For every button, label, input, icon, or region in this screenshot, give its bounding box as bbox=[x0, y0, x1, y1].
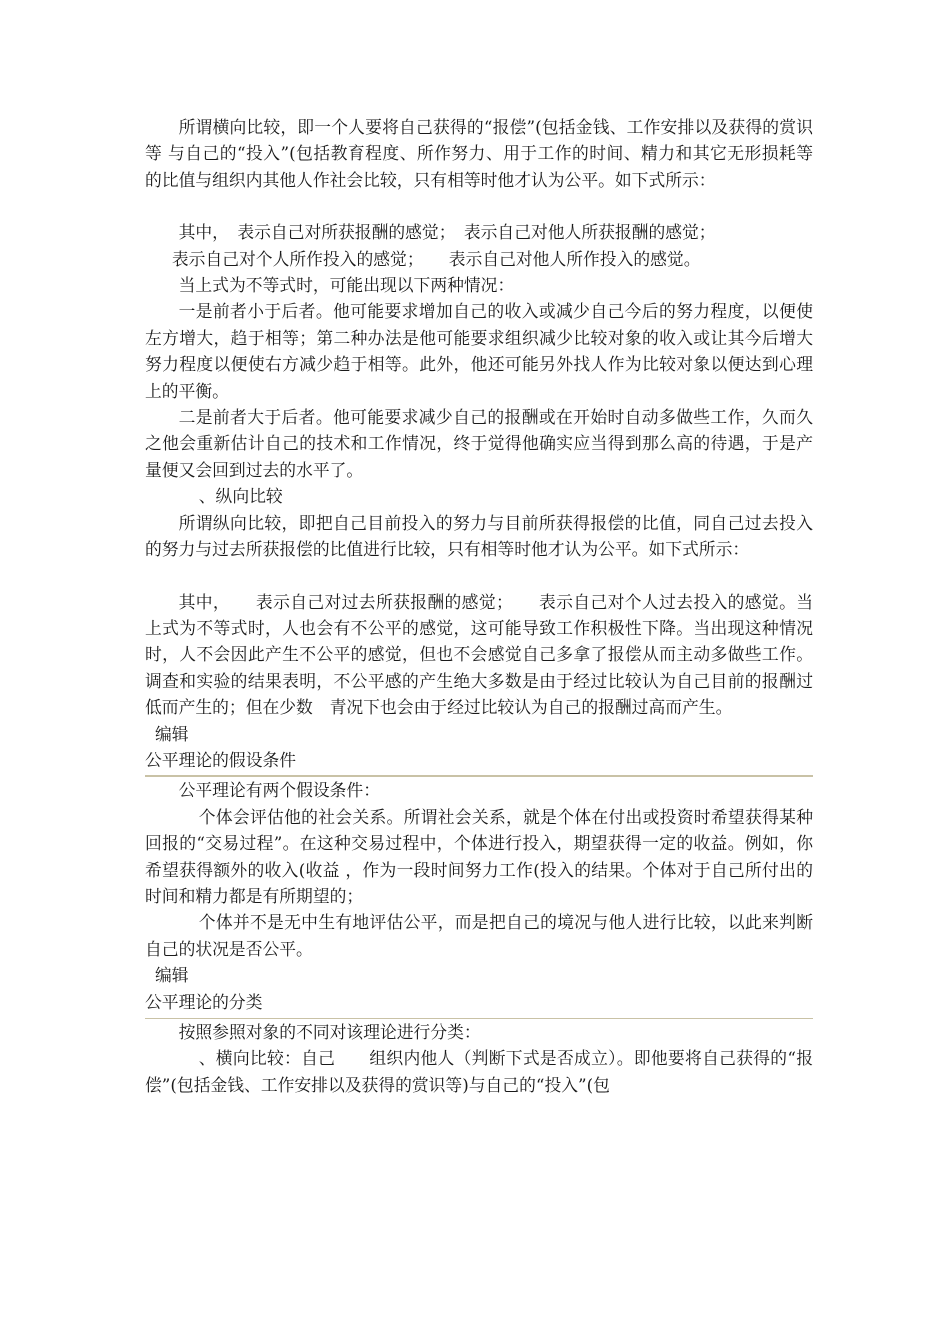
case-2-paragraph: 二是前者大于后者。他可能要求减少自己的报酬或在开始时自动多做些工作，久而久之他会重新估计自己的技术和工作情况，终于觉得他确实应当得到那么高的待遇，于是产量便又会回到过去的水平了。 bbox=[145, 407, 813, 480]
assumptions-heading: 公平理论的假设条件 bbox=[145, 747, 813, 777]
edit-link[interactable]: 编辑 bbox=[155, 723, 189, 744]
horizontal-where-line-1: 其中， 表示自己对所获报酬的感觉； 表示自己对他人所获报酬的感觉； bbox=[178, 222, 716, 243]
assumptions-intro: 公平理论有两个假设条件： bbox=[178, 780, 380, 801]
edit-link[interactable]: 编辑 bbox=[155, 965, 189, 986]
formula-placeholder bbox=[145, 563, 813, 589]
assumption-item-1: 个体会评估他的社会关系。所谓社会关系，就是个体在付出或投资时希望获得某种回报的“交易过程”。在这种交易过程中，个体进行投入，期望获得一定的收益。例如，你希望获得额外的收入(收益 ，作为一段时间努力工作(投入的结果。个体对于自己所付出的时间和精力都是有所期望的； bbox=[145, 806, 813, 906]
document-page bbox=[145, 114, 813, 1098]
unequal-paragraph: 当上式为不等式时，可能出现以下两种情况： bbox=[178, 275, 515, 296]
classification-intro: 按照参照对象的不同对该理论进行分类： bbox=[178, 1022, 481, 1042]
horizontal-where-line-2: 表示自己对个人所作投入的感觉； 表示自己对他人所作投入的感觉。 bbox=[171, 248, 701, 269]
vertical-intro-paragraph: 所谓纵向比较，即把自己目前投入的努力与目前所获得报偿的比值，同自己过去投入的努力与过去所获报偿的比值进行比较，只有相等时他才认为公平。如下式所示： bbox=[145, 512, 813, 560]
horizontal-intro-paragraph: 所谓横向比较，即一个人要将自己获得的“报偿”(包括金钱、工作安排以及获得的赏识等 与自己的“投入”(包括教育程度、所作努力、用于工作的时间、精力和其它无形损耗等 的比值与组织内其他人作社会比较，只有相等时他才认为公平。如下式所示： bbox=[145, 117, 813, 190]
vertical-comparison-title: 、纵向比较 bbox=[198, 486, 283, 507]
vertical-where-paragraph: 其中， 表示自己对过去所获报酬的感觉； 表示自己对个人过去投入的感觉。当上式为不等式时，人也会有不公平的感觉，这可能导致工作积极性下降。当出现这种情况时，人不会因此产生不公平的感觉，但也不会感觉自己多拿了报偿从而主动多做些工作。调查和实验的结果表明，不公平感的产生绝大多数是由于经过比较认为自己目前的报酬过低而产生的；但在少数 青况下也会由于经过比较认为自己的报酬过高而产生。 bbox=[145, 591, 813, 718]
case-1-paragraph: 一是前者小于后者。他可能要求增加自己的收入或减少自己今后的努力程度，以便使左方增大，趋于相等；第二种办法是他可能要求组织减少比较对象的收入或让其今后增大努力程度以便使右方减少趋于相等。此外，他还可能另外找人作为比较对象以便达到心理上的平衡。 bbox=[145, 301, 813, 401]
classification-heading: 公平理论的分类 bbox=[145, 989, 813, 1019]
assumption-item-2: 个体并不是无中生有地评估公平，而是把自己的境况与他人进行比较，以此来判断自己的状况是否公平。 bbox=[145, 912, 813, 959]
classification-item-1: 、横向比较：自己 组织内他人（判断下式是否成立）。即他要将自己获得的“报偿”(包括金钱、工作安排以及获得的赏识等)与自己的“投入”(包 bbox=[145, 1048, 813, 1095]
formula-placeholder bbox=[145, 193, 813, 219]
